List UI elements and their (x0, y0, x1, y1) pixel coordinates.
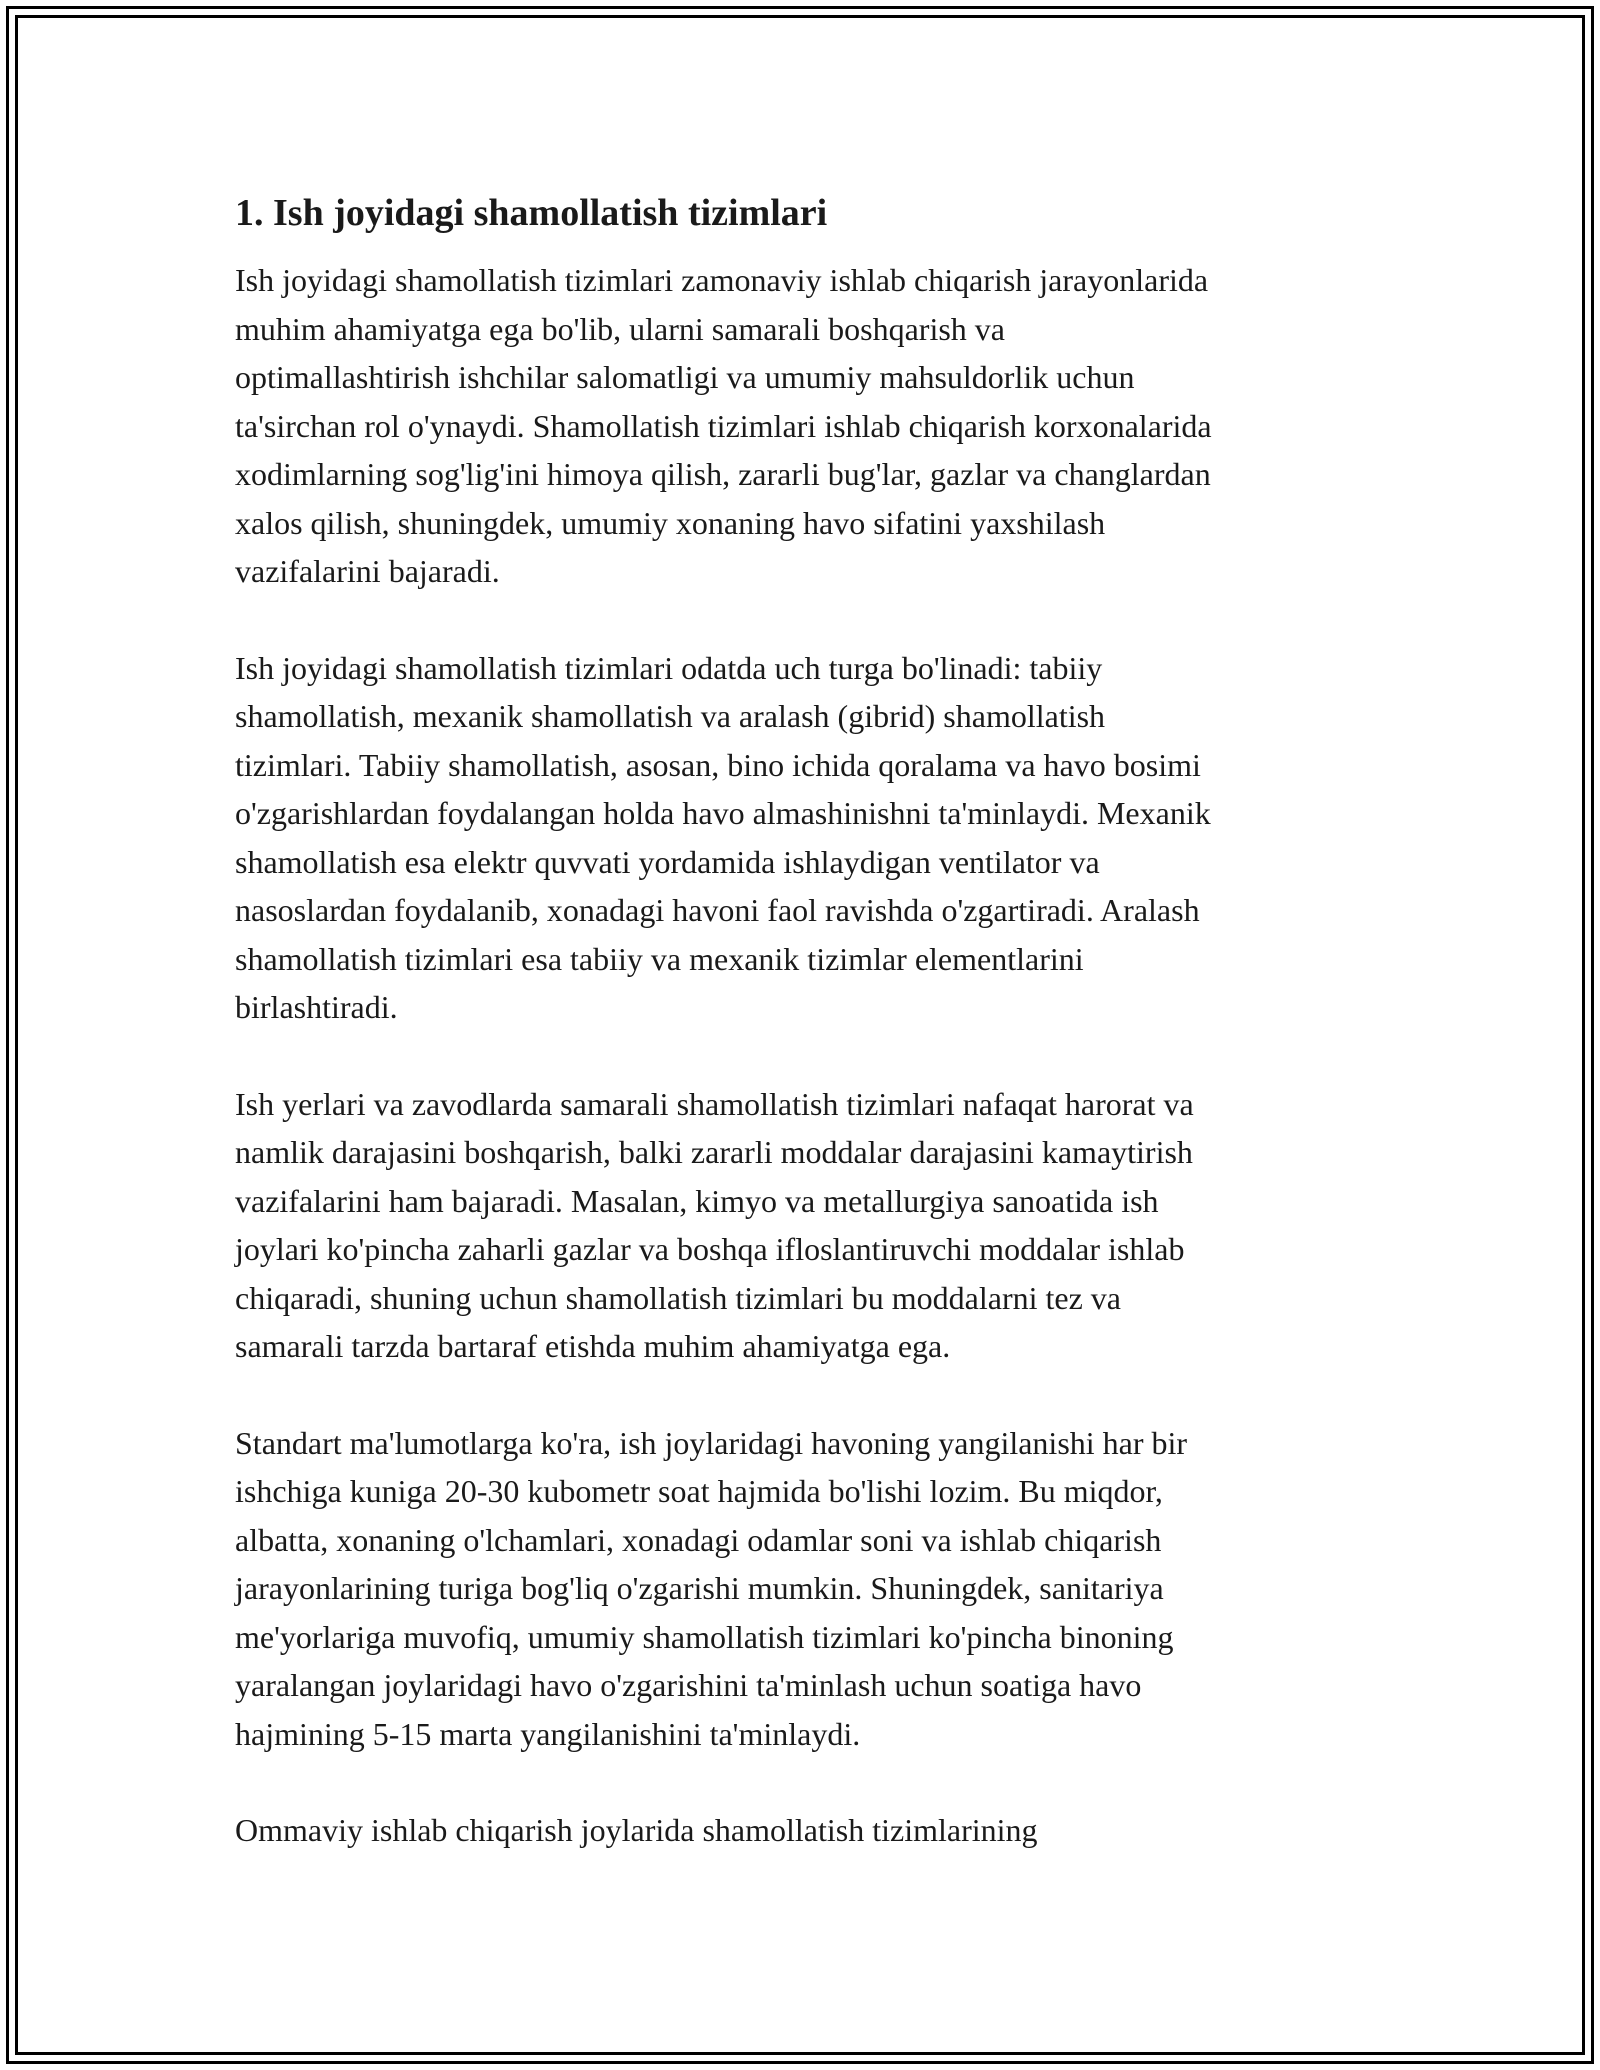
paragraph-line: vazifalarini ham bajaradi. Masalan, kimyo va metallurgiya sanoatida ish (235, 1182, 1159, 1219)
paragraph-line: birlashtiradi. (235, 989, 398, 1025)
paragraph-line: xalos qilish, shuningdek, umumiy xonaning havo sifatini yaxshilash (235, 504, 1106, 541)
paragraph-line: ta'sirchan rol o'ynaydi. Shamollatish tizimlari ishlab chiqarish korxonalarida (235, 407, 1212, 444)
paragraph-line: namlik darajasini boshqarish, balki zararli moddalar darajasini kamaytirish (235, 1134, 1193, 1170)
paragraph-line: optimallashtirish ishchilar salomatligi va umumiy mahsuldorlik uchun (235, 359, 1135, 395)
paragraph-line: jarayonlarining turiga bog'liq o'zgarishi mumkin. Shuningdek, sanitariya (235, 1570, 1164, 1606)
paragraph-line: Ommaviy ishlab chiqarish joylarida shamollatish tizimlarining (235, 1812, 1038, 1848)
paragraph-line: joylari ko'pincha zaharli gazlar va boshqa ifloslantiruvchi moddalar ishlab (235, 1231, 1185, 1267)
paragraph (235, 1080, 1365, 1371)
paragraph-line: hajmining 5-15 marta yangilanishini ta'minlaydi. (235, 1715, 861, 1752)
paragraph-line: shamollatish, mexanik shamollatish va aralash (gibrid) shamollatish (235, 698, 1106, 734)
paragraph (235, 256, 1365, 596)
paragraph-line: shamollatish tizimlari esa tabiiy va mexanik tizimlar elementlarini (235, 940, 1084, 977)
paragraph-line: chiqaradi, shuning uchun shamollatish tizimlari bu moddalarni tez va (235, 1279, 1121, 1316)
paragraph (235, 644, 1365, 1032)
paragraph-container (235, 256, 1365, 1855)
paragraph-line: albatta, xonaning o'lchamlari, xonadagi odamlar soni va ishlab chiqarish (235, 1521, 1162, 1558)
paragraph-line: tizimlari. Tabiiy shamollatish, asosan, bino ichida qoralama va havo bosimi (235, 746, 1201, 783)
paragraph-line: xodimlarning sog'lig'ini himoya qilish, zararli bug'lar, gazlar va changlardan (235, 456, 1211, 492)
paragraph-line: shamollatish esa elektr quvvati yordamida ishlaydigan ventilator va (235, 843, 1100, 880)
paragraph-line: muhim ahamiyatga ega bo'lib, ularni samarali boshqarish va (235, 310, 1005, 347)
paragraph-line: ishchiga kuniga 20-30 kubometr soat hajmida bo'lishi lozim. Bu miqdor, (235, 1473, 1163, 1509)
paragraph (235, 1419, 1365, 1759)
paragraph-line: Ish joyidagi shamollatish tizimlari zamonaviy ishlab chiqarish jarayonlarida (235, 262, 1209, 298)
paragraph-line: o'zgarishlardan foydalangan holda havo almashinishni ta'minlaydi. Mexanik (235, 795, 1211, 831)
paragraph-line: Ish yerlari va zavodlarda samarali shamollatish tizimlari nafaqat harorat va (235, 1085, 1194, 1122)
paragraph (235, 1806, 1365, 1855)
paragraph-line: nasoslardan foydalanib, xonadagi havoni faol ravishda o'zgartiradi. Aralash (235, 892, 1200, 928)
paragraph-line: Ish joyidagi shamollatish tizimlari odatda uch turga bo'linadi: tabiiy (235, 649, 1103, 686)
paragraph-line: samarali tarzda bartaraf etishda muhim ahamiyatga ega. (235, 1328, 951, 1364)
section-heading: 1. Ish joyidagi shamollatish tizimlari (235, 192, 828, 234)
paragraph-line: vazifalarini bajaradi. (235, 553, 500, 589)
paragraph-line: yaralangan joylaridagi havo o'zgarishini ta'minlash uchun soatiga havo (235, 1667, 1142, 1703)
document-body (235, 188, 1365, 1903)
paragraph-line: me'yorlariga muvofiq, umumiy shamollatish tizimlari ko'pincha binoning (235, 1618, 1174, 1655)
paragraph-line: Standart ma'lumotlarga ko'ra, ish joylaridagi havoning yangilanishi har bir (235, 1424, 1188, 1461)
